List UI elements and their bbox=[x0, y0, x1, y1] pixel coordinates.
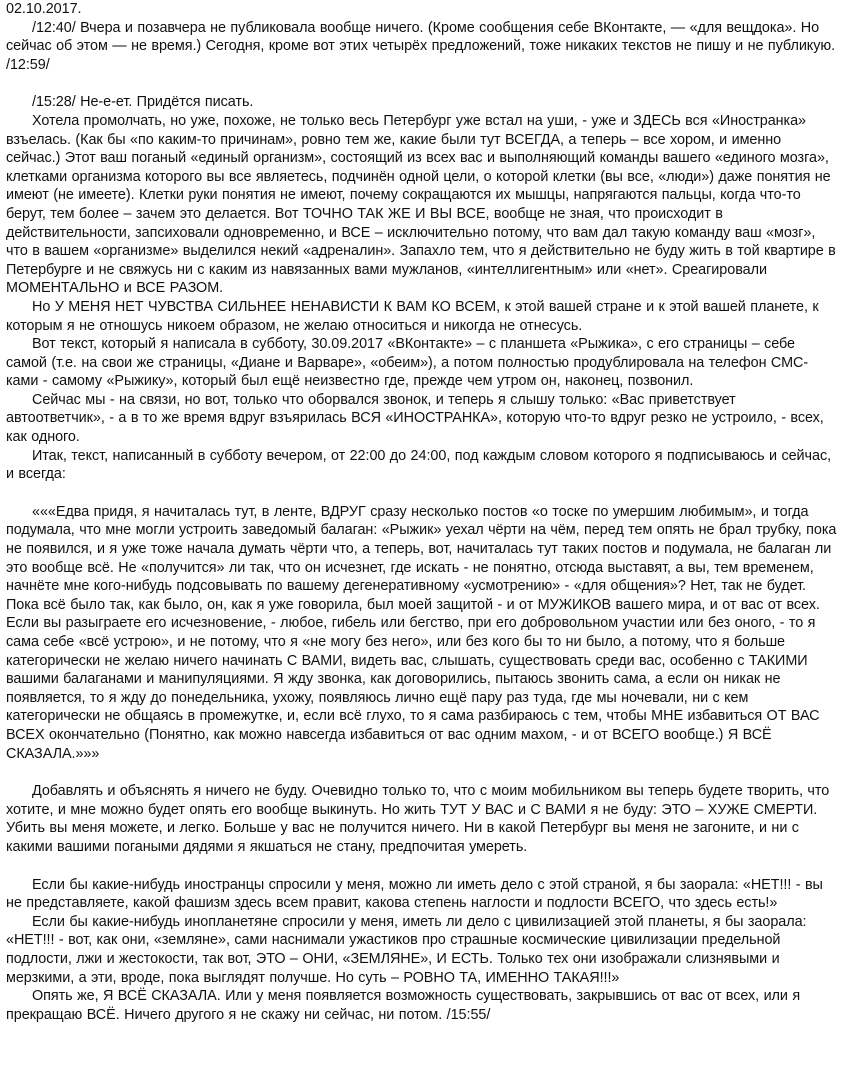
paragraph-6: Сейчас мы - на связи, но вот, только что оборвался звонок, и теперь я слышу только: «Вас приветствует автоответчик», - а в то же время вдруг взъярилась ВСЯ «ИНОСТРАНКА», которую что-то вдруг резко не устроило, - всех, как одного. bbox=[6, 391, 824, 446]
paragraph-3: Хотела промолчать, но уже, похоже, не только весь Петербург уже встал на уши, - уже и ЗДЕСЬ вся «Иностранка» взъелась. (Как бы «по каким-то причинам», ровно тем же, какие были тут ВСЕГДА, а теперь – все хором, и именно сейчас.) Этот ваш поганый «единый организм», состоящий из всех вас и выполняющий команды вашего «единого мозга», клетками организма которого вы все являетесь, подчинён одной цели, о которой клетки (вы все, «люди») даже понятия не имеют (не имеете). Клетки руки понятия не имеют, почему сокращаются их мышцы, напрягаются пальцы, когда что-то берут, тем более – зачем это делается. Вот ТОЧНО ТАК ЖЕ И ВЫ ВСЕ, вообще не зная, что происходит в действительности, запсиховали одновременно, и ВСЕ – исключительно потому, что вам дал такую команду ваш «мозг», что в вашем «организме» выделился некий «адреналин». Запахло тем, что я действительно не буду жить в той квартире в Петербурге и не свяжусь ни с каким из навязанных вами мужланов, «интеллигентным» или «нет». Среагировали МОМЕНТАЛЬНО и ВСЕ РАЗОМ. bbox=[6, 112, 836, 297]
document-date: 02.10.2017. bbox=[6, 1, 82, 17]
paragraph-2: /15:28/ Не-е-ет. Придётся писать. bbox=[32, 94, 254, 111]
paragraph-spacer bbox=[6, 857, 838, 876]
quoted-text: «««Едва придя, я начиталась тут, в ленте, ВДРУГ сразу несколько постов «о тоске по умершим любимым», и тогда подумала, что мне могли устроить заведомый балаган: «Рыжик» уехал чёрти на чём, перед тем опять не брал трубку, пока не появился, и я уже тоже начала думать чёрти что, а теперь, вот, начиталась тут таких постов и подумала, не балаган ли это вообще всё. Не «получится» ли так, что он исчезнет, где искать - не понятно, отсюда выставят, а вы, тем временем, начнёте мне кого-нибудь подсовывать по вашему дегенеративному «усмотрению» - «для общения»? Нет, так не будет. Пока всё было так, как было, он, как я уже говорила, был моей защитой - и от МУЖИКОВ вашего мира, и от вас от всех. Если вы разыграете его исчезновение, - любое, гибель или бегство, при его добровольном участии или без оного, - то я сама себе «всё устрою», и не потому, что я «не могу без него», или без кого бы то ни было, а потому, что я больше категорически не желаю ничего начинать С ВАМИ, видеть вас, слышать, существовать среди вас, особенно с ТАКИМИ вашими балаганами и манипуляциями. Я жду звонка, как договорились, пытаюсь звонить сама, а если он никак не появляется, то я жду до понедельника, ухожу, появляюсь лично ещё пару раз туда, где мы ночевали, ни с кем категорически не общаясь в промежутке, и, если всё глухо, то я сама разбираюсь с тем, чтобы МНЕ избавиться ОТ ВАС ВСЕХ окончательно (Понятно, как можно навсегда избавиться от вас одним махом, - и от ВСЕГО вообще.) Я ВСЁ СКАЗАЛА.»»» bbox=[6, 503, 837, 762]
paragraph-4: Но У МЕНЯ НЕТ ЧУВСТВА СИЛЬНЕЕ НЕНАВИСТИ К ВАМ КО ВСЕМ, к этой вашей стране и к этой вашей планете, к которым я не отношусь никоем образом, не желаю относиться и никогда не отнесусь. bbox=[6, 298, 819, 334]
paragraph-8: Добавлять и объяснять я ничего не буду. Очевидно только то, что с моим мобильником вы теперь будете творить, что хотите, и мне можно будет опять его вообще выкинуть. Но жить ТУТ У ВАС и С ВАМИ я не буду: ЭТО – ХУЖЕ СМЕРТИ. Убить вы меня можете, и легко. Больше у вас не получится ничего. Ни в какой Петербург вы меня не загоните, и ни с какими вашими погаными дядями я якшаться не стану, предпочитая умереть. bbox=[6, 783, 830, 855]
paragraph-11: Опять же, Я ВСЁ СКАЗАЛА. Или у меня появляется возможность существовать, закрывшись от вас от всех, или я прекращаю ВСЁ. Ничего другого я не скажу ни сейчас, ни потом. /15:55/ bbox=[6, 988, 801, 1023]
paragraph-1: /12:40/ Вчера и позавчера не публиковала вообще ничего. (Кроме сообщения себе ВКонтакте, — «для вещдока». Но сейчас об этом — не время.) Сегодня, кроме вот этих четырёх предложений, тоже никаких текстов не пишу и не публикую. /12:59/ bbox=[6, 19, 836, 73]
paragraph-10: Если бы какие-нибудь инопланетяне спросили у меня, иметь ли дело с цивилизацией этой планеты, я бы заорала: «НЕТ!!! - вот, как они, «земляне», сами наснимали ужастиков про страшные космические цивилизации предельной подлости, лжи и жестокости, так вот, ЭТО – ОНИ, «ЗЕМЛЯНЕ», И ЕСТЬ. Только тех они изображали слизнявыми и мерзкими, а эти, вроде, пока выглядят получше. Но суть – РОВНО ТА, ИМЕННО ТАКАЯ!!!» bbox=[6, 913, 807, 986]
paragraph-spacer bbox=[6, 763, 838, 782]
paragraph-5: Вот текст, который я написала в субботу, 30.09.2017 «ВКонтакте» – с планшета «Рыжика», с его страницы – себе самой (т.е. на свои же страницы, «Диане и Варваре», «обеим»), а потом полностью продублировала на телефон СМС-ками - самому «Рыжику», который был ещё неизвестно где, прежде чем утром он, наконец, позвонил. bbox=[6, 336, 809, 390]
paragraph-spacer bbox=[6, 74, 838, 93]
paragraph-spacer bbox=[6, 484, 838, 503]
paragraph-9: Если бы какие-нибудь иностранцы спросили у меня, можно ли иметь дело с этой страной, я бы заорала: «НЕТ!!! - вы не представляете, какой фашизм здесь всем правит, какова степень наглости и подлости ВСЕГО, что здесь есть!» bbox=[6, 876, 823, 912]
document-body bbox=[6, 0, 838, 1024]
paragraph-7: Итак, текст, написанный в субботу вечером, от 22:00 до 24:00, под каждым словом которого я подписываюсь и сейчас, и всегда: bbox=[6, 447, 832, 483]
